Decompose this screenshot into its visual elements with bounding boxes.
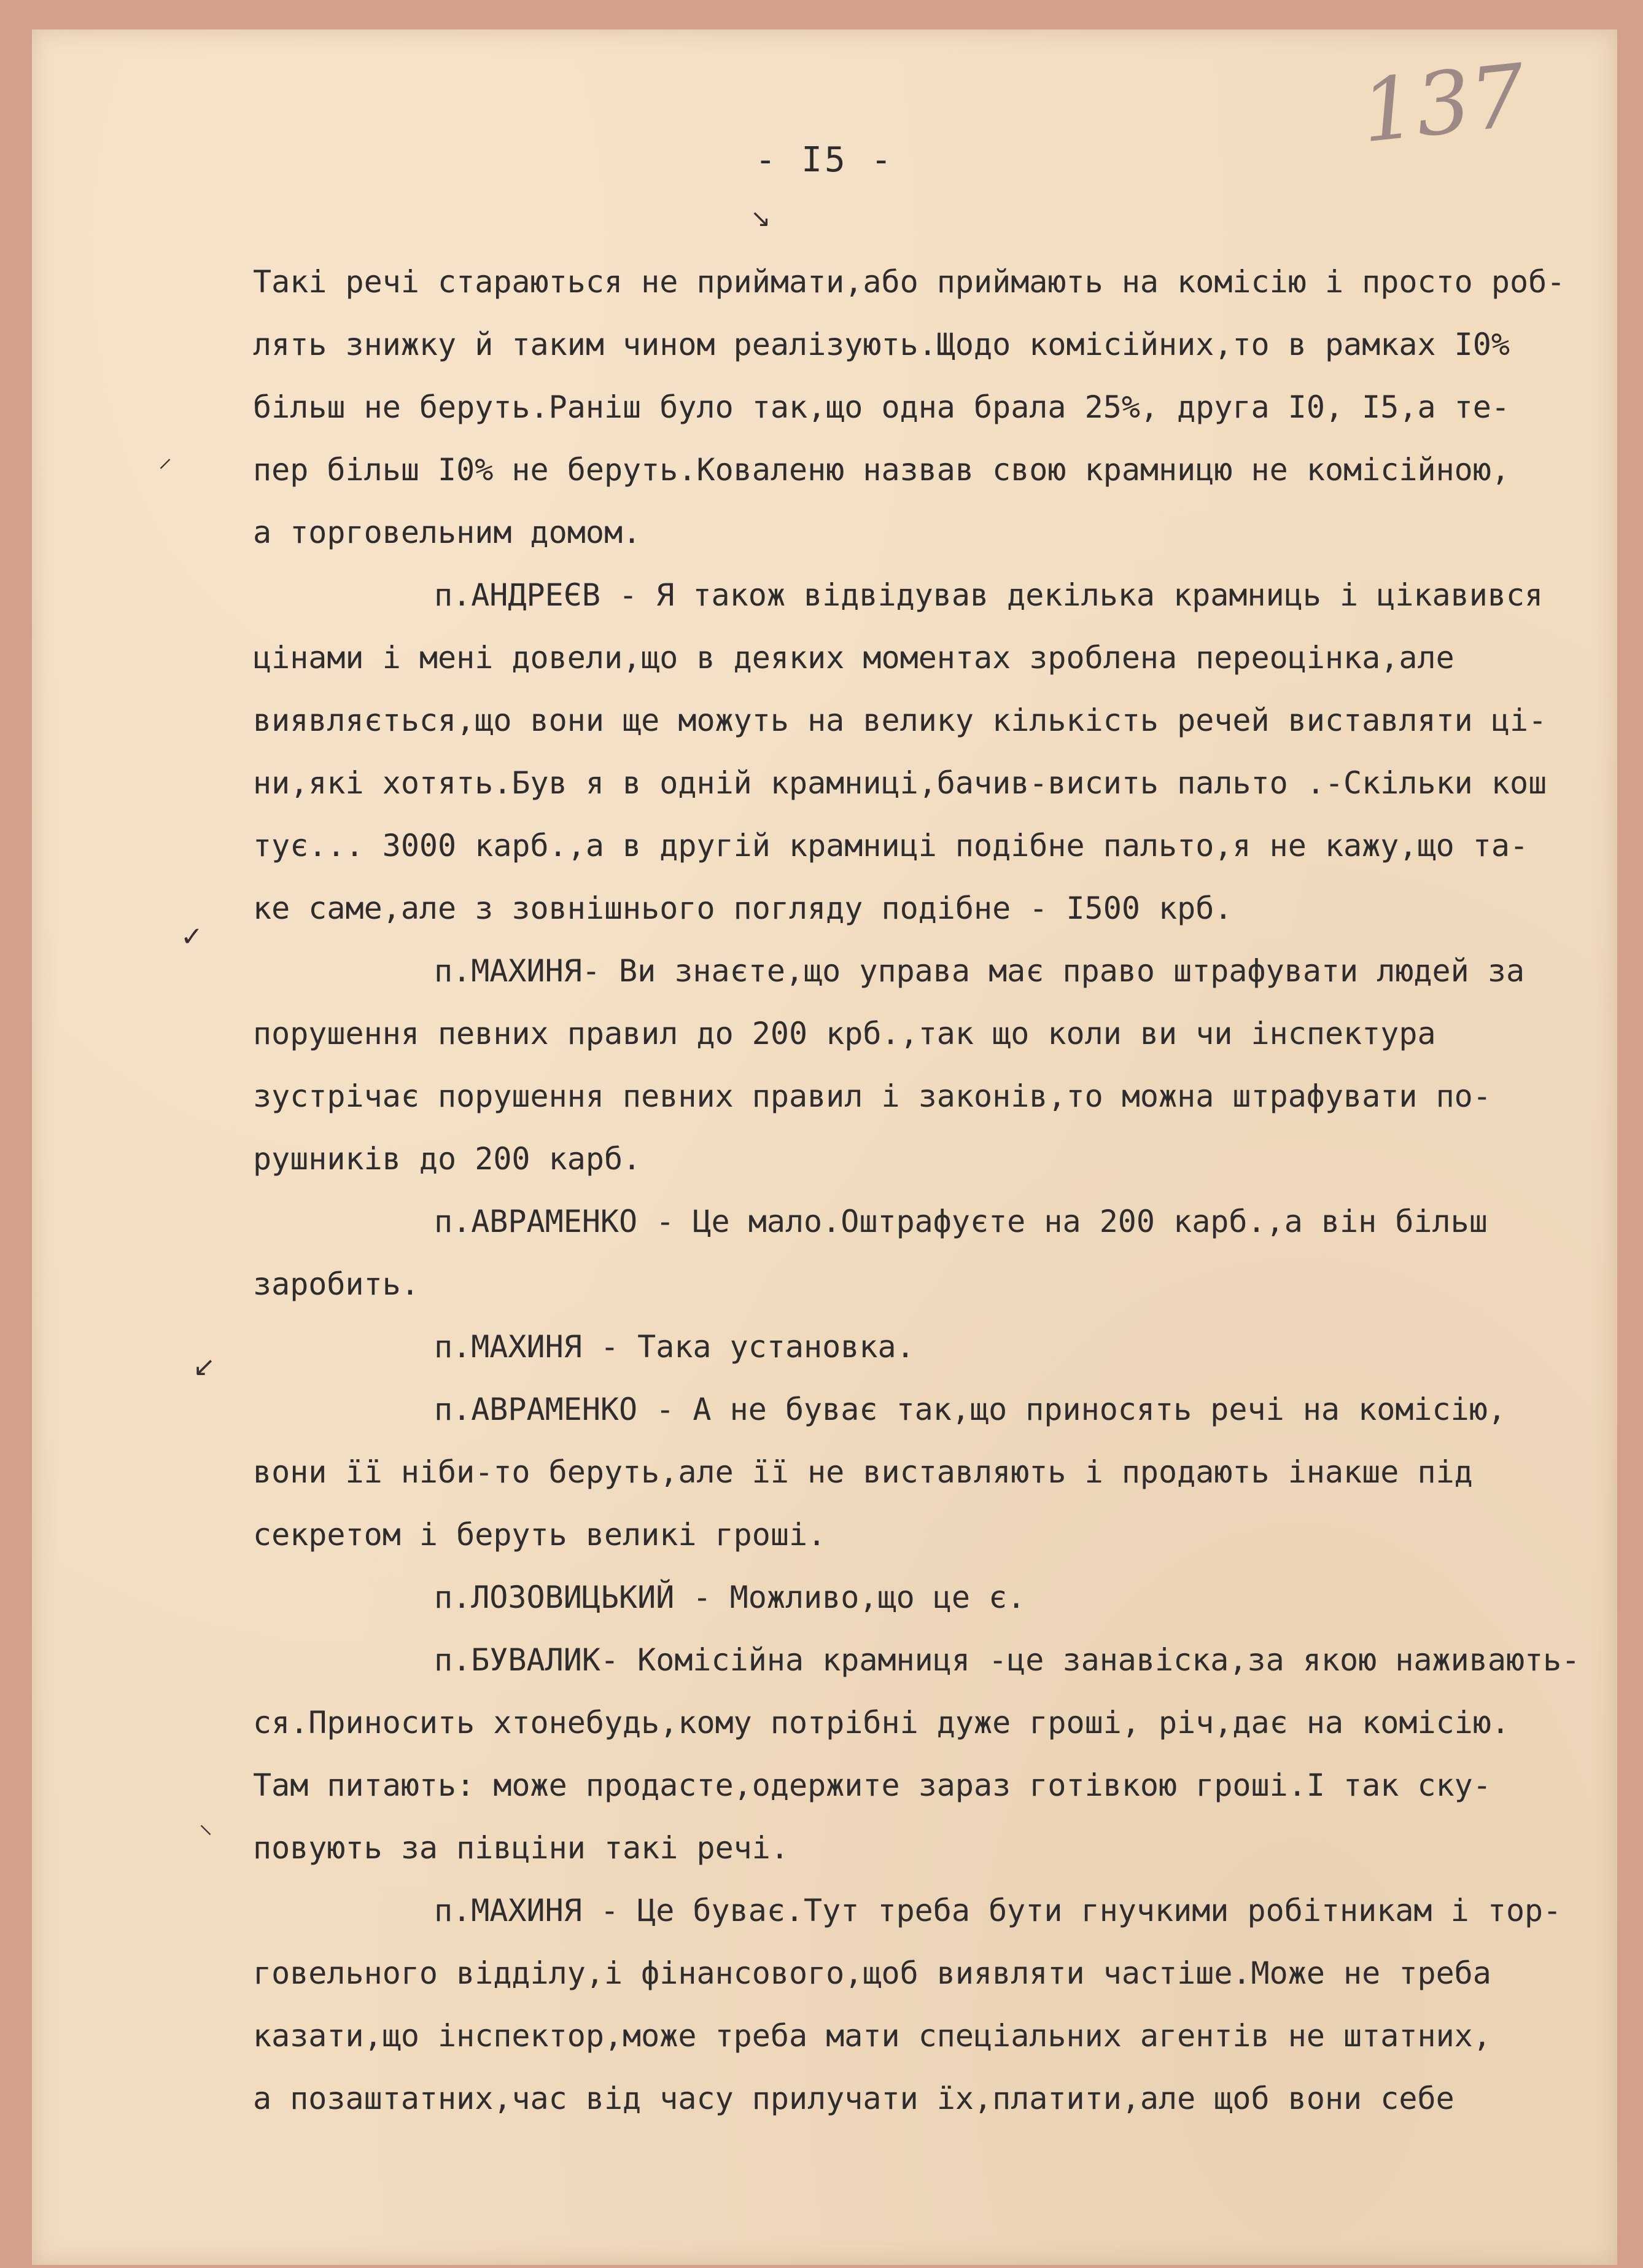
text-line: ся.Приносить хтонебудь,кому потрібні дуже гроші, річ,дає на комісію. bbox=[253, 1705, 1510, 1740]
text-line: Такі речі стараються не приймати,або приймають на комісію і просто роб- bbox=[253, 264, 1566, 300]
text-line: ке саме,але з зовнішнього погляду подібне - I500 крб. bbox=[253, 890, 1233, 926]
text-line: п.АНДРЕЄВ - Я також відвідував декілька крамниць і цікавився bbox=[434, 577, 1544, 613]
typed-text-body bbox=[253, 251, 1628, 2130]
text-line: тує... 3000 карб.,а в другій крамниці подібне пальто,я не кажу,що та- bbox=[253, 828, 1529, 863]
text-line: рушників до 200 карб. bbox=[253, 1141, 642, 1177]
text-line: ни,які хотять.Був я в одній крамниці,бачив-висить пальто .-Скільки кош bbox=[253, 765, 1547, 801]
margin-mark: ⸌ bbox=[199, 1820, 212, 1851]
text-line: більш не беруть.Раніш було так,що одна брала 25%, друга I0, I5,а те- bbox=[253, 389, 1510, 425]
text-line: порушення певних правил до 200 крб.,так що коли ви чи інспектура bbox=[253, 1016, 1436, 1051]
text-line: виявляється,що вони ще можуть на велику кількість речей виставляти ці- bbox=[253, 703, 1547, 738]
margin-mark: ↙ bbox=[193, 1351, 216, 1382]
text-line: казати,що інспектор,може треба мати спеціальних агентів не штатних, bbox=[253, 2018, 1491, 2054]
text-line: секретом і беруть великі гроші. bbox=[253, 1517, 826, 1553]
text-line: п.МАХИНЯ - Така установка. bbox=[434, 1329, 915, 1365]
document-page bbox=[32, 29, 1617, 2265]
text-line: лять знижку й таким чином реалізують.Щодо комісійних,то в рамках I0% bbox=[253, 327, 1510, 362]
text-line: п.МАХИНЯ - Це буває.Тут треба бути гнучкими робітникам і тор- bbox=[434, 1893, 1562, 1928]
page-number: - I5 - bbox=[755, 140, 895, 180]
archive-page-number: 137 bbox=[1356, 45, 1530, 163]
text-line: вони її ніби-то беруть,але її не виставляють і продають інакше під bbox=[253, 1454, 1473, 1490]
margin-mark: ⸝ bbox=[158, 442, 172, 473]
text-line: а торговельним домом. bbox=[253, 515, 642, 550]
margin-mark: ↘ bbox=[750, 205, 771, 233]
text-line: говельного відділу,і фінансового,щоб виявляти частіше.Може не треба bbox=[253, 1955, 1491, 1991]
text-line: п.АВРАМЕНКО - Це мало.Оштрафуєте на 200 карб.,а він більш bbox=[434, 1204, 1488, 1239]
text-line: повують за півціни такі речі. bbox=[253, 1830, 789, 1866]
text-line: цінами і мені довели,що в деяких моментах зроблена переоцінка,але bbox=[253, 640, 1455, 676]
text-line: заробить. bbox=[253, 1266, 419, 1302]
text-line: п.АВРАМЕНКО - А не буває так,що приносять речі на комісію, bbox=[434, 1392, 1506, 1427]
text-line: зустрічає порушення певних правил і законів,то можна штрафувати по- bbox=[253, 1078, 1491, 1114]
text-line: п.ЛОЗОВИЦЬКИЙ - Можливо,що це є. bbox=[434, 1580, 1026, 1615]
text-line: п.МАХИНЯ- Ви знаєте,що управа має право штрафувати людей за bbox=[434, 953, 1525, 989]
text-line: п.БУВАЛИК- Комісійна крамниця -це занавіска,за якою наживають- bbox=[434, 1642, 1580, 1678]
margin-mark: ✓ bbox=[181, 921, 203, 953]
text-line: а позаштатних,час від часу прилучати їх,платити,але щоб вони себе bbox=[253, 2081, 1455, 2116]
text-line: пер більш I0% не беруть.Коваленю назвав свою крамницю не комісійною, bbox=[253, 452, 1510, 488]
text-line: Там питають: може продасте,одержите зараз готівкою гроші.І так ску- bbox=[253, 1767, 1491, 1803]
